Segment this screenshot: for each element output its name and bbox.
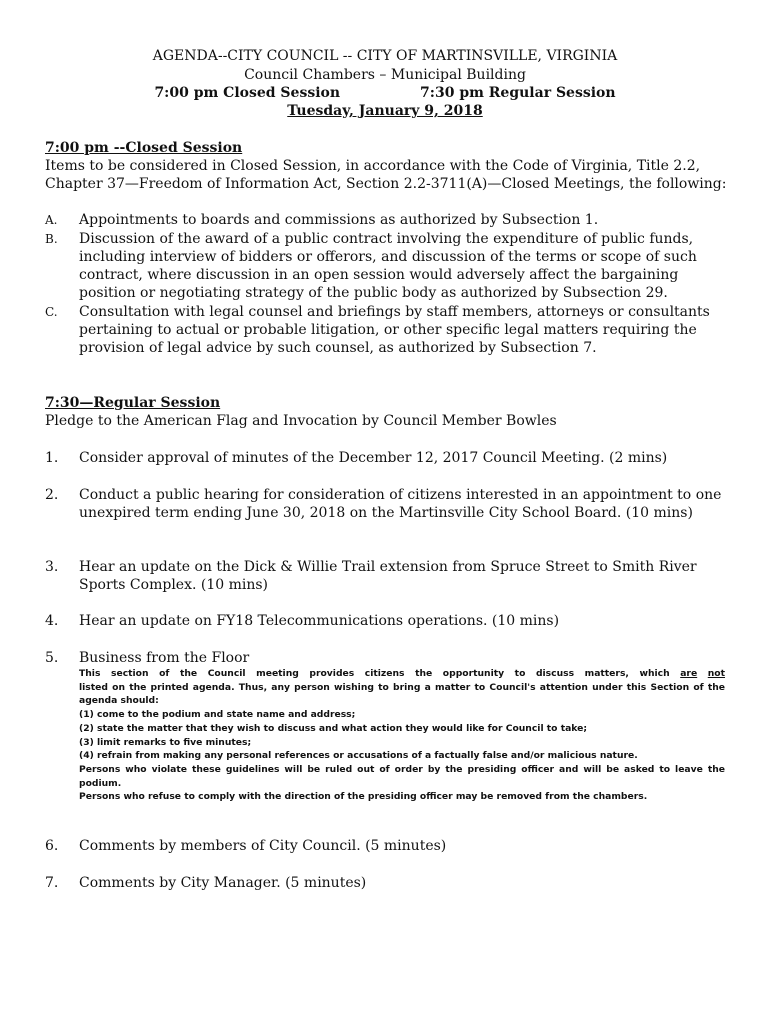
regular-session-time: 7:30 pm Regular Session xyxy=(420,85,616,101)
agenda-item-number: 3. xyxy=(45,559,59,575)
agenda-item-text: Hear an update on the Dick & Willie Trail extension from Spruce Street to Smith River Sports Complex. (10 mins) xyxy=(79,559,697,593)
agenda-item-text: Comments by members of City Council. (5 minutes) xyxy=(79,838,447,854)
closed-item-letter: B. xyxy=(45,232,58,246)
agenda-item-number: 4. xyxy=(45,613,59,629)
agenda-item-number: 7. xyxy=(45,875,59,891)
closed-item-letter: C. xyxy=(45,305,58,319)
closed-session-time: 7:00 pm Closed Session xyxy=(154,85,341,101)
closed-item-letter: A. xyxy=(45,213,58,227)
floor-rule: (1) come to the podium and state name and address; xyxy=(79,709,356,721)
closed-session-intro: Items to be considered in Closed Session, in accordance with the Code of Virginia, Title 2.2, Chapter 37—Freedom of Information Act, Section 2.2-3711(A)—Closed Meetings, the following: xyxy=(45,158,727,192)
agenda-item-text: Comments by City Manager. (5 minutes) xyxy=(79,875,367,891)
floor-rules-intro-cont: listed on the printed agenda. Thus, any person wishing to bring a matter to Council's attention under this Section of the agenda should: xyxy=(79,681,725,707)
closed-session-title: 7:00 pm --Closed Session xyxy=(45,140,243,156)
agenda-item-text: Conduct a public hearing for consideration of citizens interested in an appointment to one unexpired term ending June 30, 2018 on the Martinsville City School Board. (10 mins) xyxy=(79,487,722,521)
agenda-heading: AGENDA--CITY COUNCIL -- CITY OF MARTINSVILLE, VIRGINIA xyxy=(152,48,618,64)
floor-rules-violation: Persons who violate these guidelines will be ruled out of order by the presiding officer and will be asked to leave the podium. xyxy=(79,763,725,789)
agenda-item-number: 6. xyxy=(45,838,59,854)
floor-rules-removal: Persons who refuse to comply with the direction of the presiding officer may be removed from the chambers. xyxy=(79,791,648,803)
pledge-line: Pledge to the American Flag and Invocation by Council Member Bowles xyxy=(45,413,557,429)
agenda-item-text: Hear an update on FY18 Telecommunications operations. (10 mins) xyxy=(79,613,560,629)
floor-rule: (4) refrain from making any personal references or accusations of a factually false and/or malicious nature. xyxy=(79,750,638,762)
agenda-item-text: Business from the Floor xyxy=(79,650,250,666)
floor-rules xyxy=(79,667,725,804)
agenda-item-text: Consider approval of minutes of the December 12, 2017 Council Meeting. (2 mins) xyxy=(79,450,668,466)
closed-item-text: Consultation with legal counsel and briefings by staff members, attorneys or consultants pertaining to actual or probable litigation, or other specific legal matters requiring the provision of legal advice by such counsel, as authorized by Subsection 7. xyxy=(79,304,710,356)
meeting-date: Tuesday, January 9, 2018 xyxy=(287,103,483,119)
closed-item-text: Discussion of the award of a public contract involving the expenditure of public funds, including interview of bidders or offerors, and discussion of the terms or scope of such contract, where discussion in an open session would adversely affect the bargaining position or negotiating strategy of the public body as authorized by Subsection 29. xyxy=(79,231,697,301)
floor-rule: (2) state the matter that they wish to discuss and what action they would like for Council to take; xyxy=(79,722,588,734)
closed-item-text: Appointments to boards and commissions as authorized by Subsection 1. xyxy=(79,212,599,228)
session-times xyxy=(0,84,770,102)
regular-session-title: 7:30—Regular Session xyxy=(45,395,221,411)
agenda-item-number: 2. xyxy=(45,487,59,503)
location-line: Council Chambers – Municipal Building xyxy=(244,67,526,83)
agenda-item-number: 5. xyxy=(45,650,59,666)
floor-rule: (3) limit remarks to five minutes; xyxy=(79,736,252,748)
agenda-item-number: 1. xyxy=(45,450,59,466)
floor-rules-intro: This section of the Council meeting provides citizens the opportunity to discuss matters, which are not xyxy=(79,668,726,679)
